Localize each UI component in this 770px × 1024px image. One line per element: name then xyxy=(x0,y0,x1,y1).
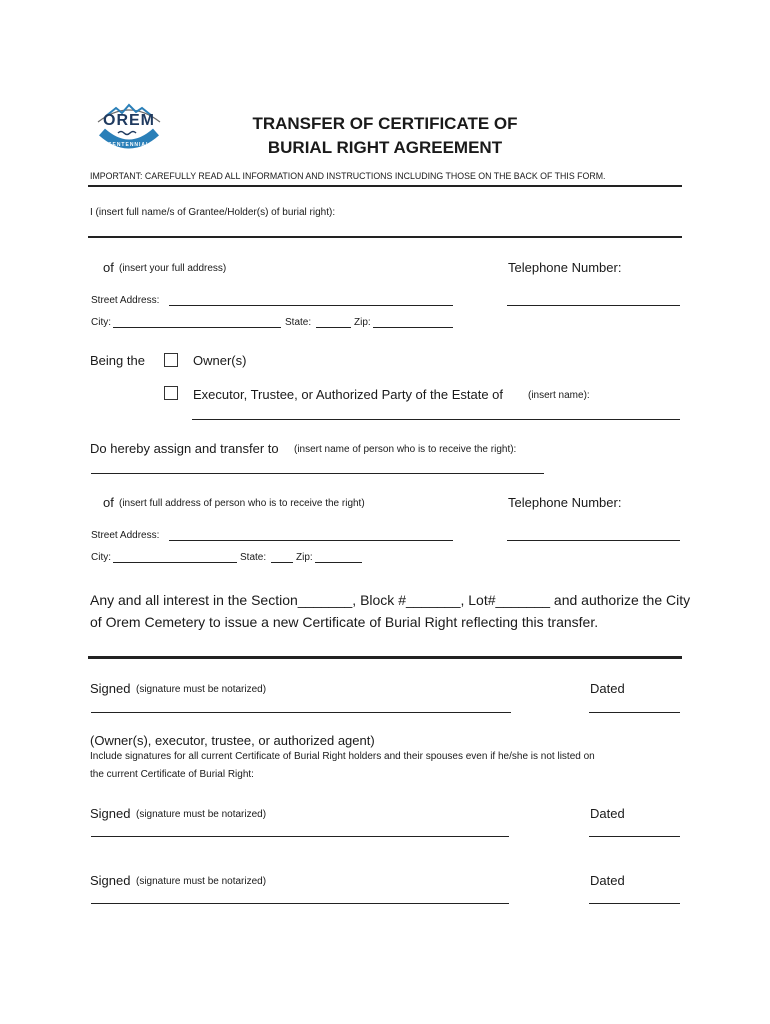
assign-text: Do hereby assign and transfer to xyxy=(90,441,279,456)
signed-label-3: Signed xyxy=(90,873,131,888)
telephone-field-1[interactable] xyxy=(507,305,680,306)
signed-label-2: Signed xyxy=(90,806,131,821)
header-divider xyxy=(88,185,682,187)
interest-line-2: of Orem Cemetery to issue a new Certificate of Burial Right reflecting this transfer. xyxy=(90,614,599,630)
of-prefix-2: of xyxy=(103,495,114,510)
signed-hint-2: (signature must be notarized) xyxy=(136,809,267,820)
title-line-2: BURIAL RIGHT AGREEMENT xyxy=(267,138,503,157)
telephone-field-2[interactable] xyxy=(507,540,680,541)
street-field-1[interactable] xyxy=(169,305,453,306)
owners-caption: (Owner(s), executor, trustee, or authorized agent) xyxy=(90,733,375,748)
zip-field-2[interactable] xyxy=(315,562,362,563)
signature-field-1[interactable] xyxy=(91,712,511,713)
of-hint-2: (insert full address of person who is to receive the right) xyxy=(119,498,365,509)
grantee-label: I (insert full name/s of Grantee/Holder(s) of burial right): xyxy=(90,207,336,218)
zip-label-1: Zip: xyxy=(354,317,371,328)
dated-label-3: Dated xyxy=(590,873,625,888)
signed-label-1: Signed xyxy=(90,681,131,696)
recipient-name-field[interactable] xyxy=(91,473,544,474)
state-label-1: State: xyxy=(285,317,312,328)
include-line-1: Include signatures for all current Certificate of Burial Right holders and their spouses even if he/she is not listed on xyxy=(90,751,595,762)
street-label-2: Street Address: xyxy=(91,530,160,541)
street-field-2[interactable] xyxy=(169,540,453,541)
telephone-label-1: Telephone Number: xyxy=(508,260,622,275)
interest-line-1: Any and all interest in the Section_______, Block #_______, Lot#_______ and authorize the City xyxy=(90,592,691,608)
assign-hint: (insert name of person who is to receive the right): xyxy=(294,444,517,455)
include-line-2: the current Certificate of Burial Right: xyxy=(90,769,254,780)
city-field-1[interactable] xyxy=(113,327,281,328)
zip-label-2: Zip: xyxy=(296,552,313,563)
city-label-1: City: xyxy=(91,317,111,328)
executor-option-label: Executor, Trustee, or Authorized Party of the Estate of xyxy=(193,387,504,402)
date-field-1[interactable] xyxy=(589,712,680,713)
signature-field-2[interactable] xyxy=(91,836,509,837)
state-label-2: State: xyxy=(240,552,267,563)
signature-field-3[interactable] xyxy=(91,903,509,904)
being-the-label: Being the xyxy=(90,353,145,368)
city-label-2: City: xyxy=(91,552,111,563)
of-hint-1: (insert your full address) xyxy=(119,263,227,274)
telephone-label-2: Telephone Number: xyxy=(508,495,622,510)
dated-label-1: Dated xyxy=(590,681,625,696)
executor-checkbox[interactable] xyxy=(164,386,178,400)
state-field-2[interactable] xyxy=(271,562,293,563)
of-prefix-1: of xyxy=(103,260,114,275)
logo-subtitle: CENTENNIAL xyxy=(107,142,151,148)
orem-logo xyxy=(88,100,170,160)
state-field-1[interactable] xyxy=(316,327,351,328)
important-notice: IMPORTANT: CAREFULLY READ ALL INFORMATION AND INSTRUCTIONS INCLUDING THOSE ON THE BACK OF THIS FORM. xyxy=(90,171,606,181)
zip-field-1[interactable] xyxy=(373,327,453,328)
grantee-name-field[interactable] xyxy=(88,236,682,238)
section-divider xyxy=(88,656,682,659)
owner-checkbox[interactable] xyxy=(164,353,178,367)
date-field-2[interactable] xyxy=(589,836,680,837)
owner-option-label: Owner(s) xyxy=(193,353,247,368)
estate-name-field[interactable] xyxy=(192,419,680,420)
city-field-2[interactable] xyxy=(113,562,237,563)
dated-label-2: Dated xyxy=(590,806,625,821)
title-line-1: TRANSFER OF CERTIFICATE OF xyxy=(252,114,518,133)
executor-hint: (insert name): xyxy=(528,390,590,401)
logo-name: OREM xyxy=(103,112,155,129)
signed-hint-1: (signature must be notarized) xyxy=(136,684,267,695)
date-field-3[interactable] xyxy=(589,903,680,904)
signed-hint-3: (signature must be notarized) xyxy=(136,876,267,887)
street-label-1: Street Address: xyxy=(91,295,160,306)
